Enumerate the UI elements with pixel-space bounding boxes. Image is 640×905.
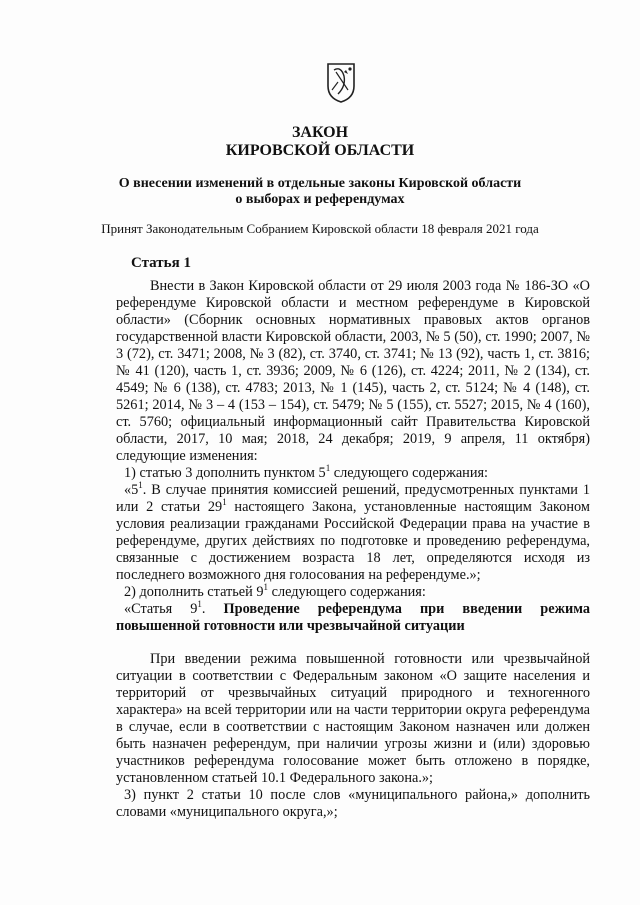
item-2-text-a: 2) дополнить статьей 9 <box>124 584 264 600</box>
new-article-label-a: «Статья 9 <box>124 601 198 617</box>
quote-1-text-a: «5 <box>124 482 139 498</box>
title-line-1: ЗАКОН <box>291 124 349 141</box>
quote-1-text-b: . В случае принятия комиссией решений, предусмотренных пунктами 1 или 2 статьи 29 <box>116 482 590 515</box>
adoption-note: Принят Законодательным Собранием Кировской области 18 февраля 2021 года <box>101 221 539 236</box>
item-1-sup: 1 <box>325 463 331 474</box>
item-2-text-b: следующего содержания: <box>268 584 426 600</box>
quote-1-text-c: настоящего Закона, установленные настоящим Законом условия реализации гражданами Российской Федерации права на участие в референдуме, других действиях по подготовке и проведению референдума, связанные с достижением возраста 18 лет, определяются исходя из последнего возможного дня голосования на референдуме.»; <box>116 499 590 583</box>
article-body <box>116 278 590 821</box>
item-2 <box>116 584 590 601</box>
quote-1 <box>116 482 590 584</box>
new-article-heading <box>116 601 590 635</box>
kirov-coat-of-arms-icon <box>326 60 356 104</box>
new-article-paragraph: При введении режима повышенной готовности или чрезвычайной ситуации в соответствии с Федеральным законом «О защите населения и территорий от чрезвычайных ситуаций природного и техногенного характера» на всей территории или на части территории округа референдума в случае, если в соответствии с настоящим Законом назначен или должен быть назначен референдум, при наличии угрозы жизни и (или) здоровью участников референдума голосование может быть отложено в порядке, установленном статьей 10.1 Федерального закона.»; <box>116 651 590 786</box>
new-article-sup: 1 <box>197 599 202 610</box>
new-article-title: Проведение референдума при введении режима повышенной готовности или чрезвычайной ситуации <box>116 601 591 634</box>
item-1-text-b: следующего содержания: <box>330 465 489 481</box>
title-line-2: КИРОВСКОЙ ОБЛАСТИ <box>225 142 415 159</box>
new-article-label-b: . <box>201 601 224 617</box>
item-3: 3) пункт 2 статьи 10 после слов «муниципального района,» дополнить словами «муниципального округа,»; <box>116 787 590 820</box>
quote-1-sup-2: 1 <box>222 497 227 508</box>
subtitle-line-1: О внесении изменений в отдельные законы Кировской области <box>118 176 522 191</box>
article-heading: Статья 1 <box>131 255 191 271</box>
law-subtitle <box>0 176 640 208</box>
intro-paragraph: Внести в Закон Кировской области от 29 июля 2003 года № 186-ЗО «О референдуме Кировской области и местном референдуме в Кировской области» (Сборник основных нормативных правовых актов органов государственной власти Кировской области, 2003, № 5 (50), ст. 1990; 2007, № 3 (72), ст. 3471; 2008, № 3 (82), ст. 3740, ст. 3741; № 13 (92), часть 1, ст. 3816; № 41 (120), часть 1, ст. 3936; 2009, № 6 (126), ст. 4224; 2011, № 2 (134), ст. 4549; № 6 (138), ст. 4783; 2013, № 1 (145), часть 2, ст. 5124; № 4 (148), ст. 5261; 2014, № 3 – 4 (153 – 154), ст. 5479; № 5 (155), ст. 5527; 2015, № 4 (160), ст. 5760; официальный информационный сайт Правительства Кировской области, 2017, 10 мая; 2018, 24 декабря; 2019, 9 апреля, 11 октября) следующие изменения: <box>116 278 590 464</box>
quote-1-sup-1: 1 <box>138 480 143 491</box>
item-1 <box>116 465 590 482</box>
subtitle-line-2: о выборах и референдумах <box>235 192 405 207</box>
item-1-text-a: 1) статью 3 дополнить пунктом 5 <box>124 465 326 481</box>
law-title <box>0 124 640 160</box>
item-2-sup: 1 <box>263 582 269 593</box>
